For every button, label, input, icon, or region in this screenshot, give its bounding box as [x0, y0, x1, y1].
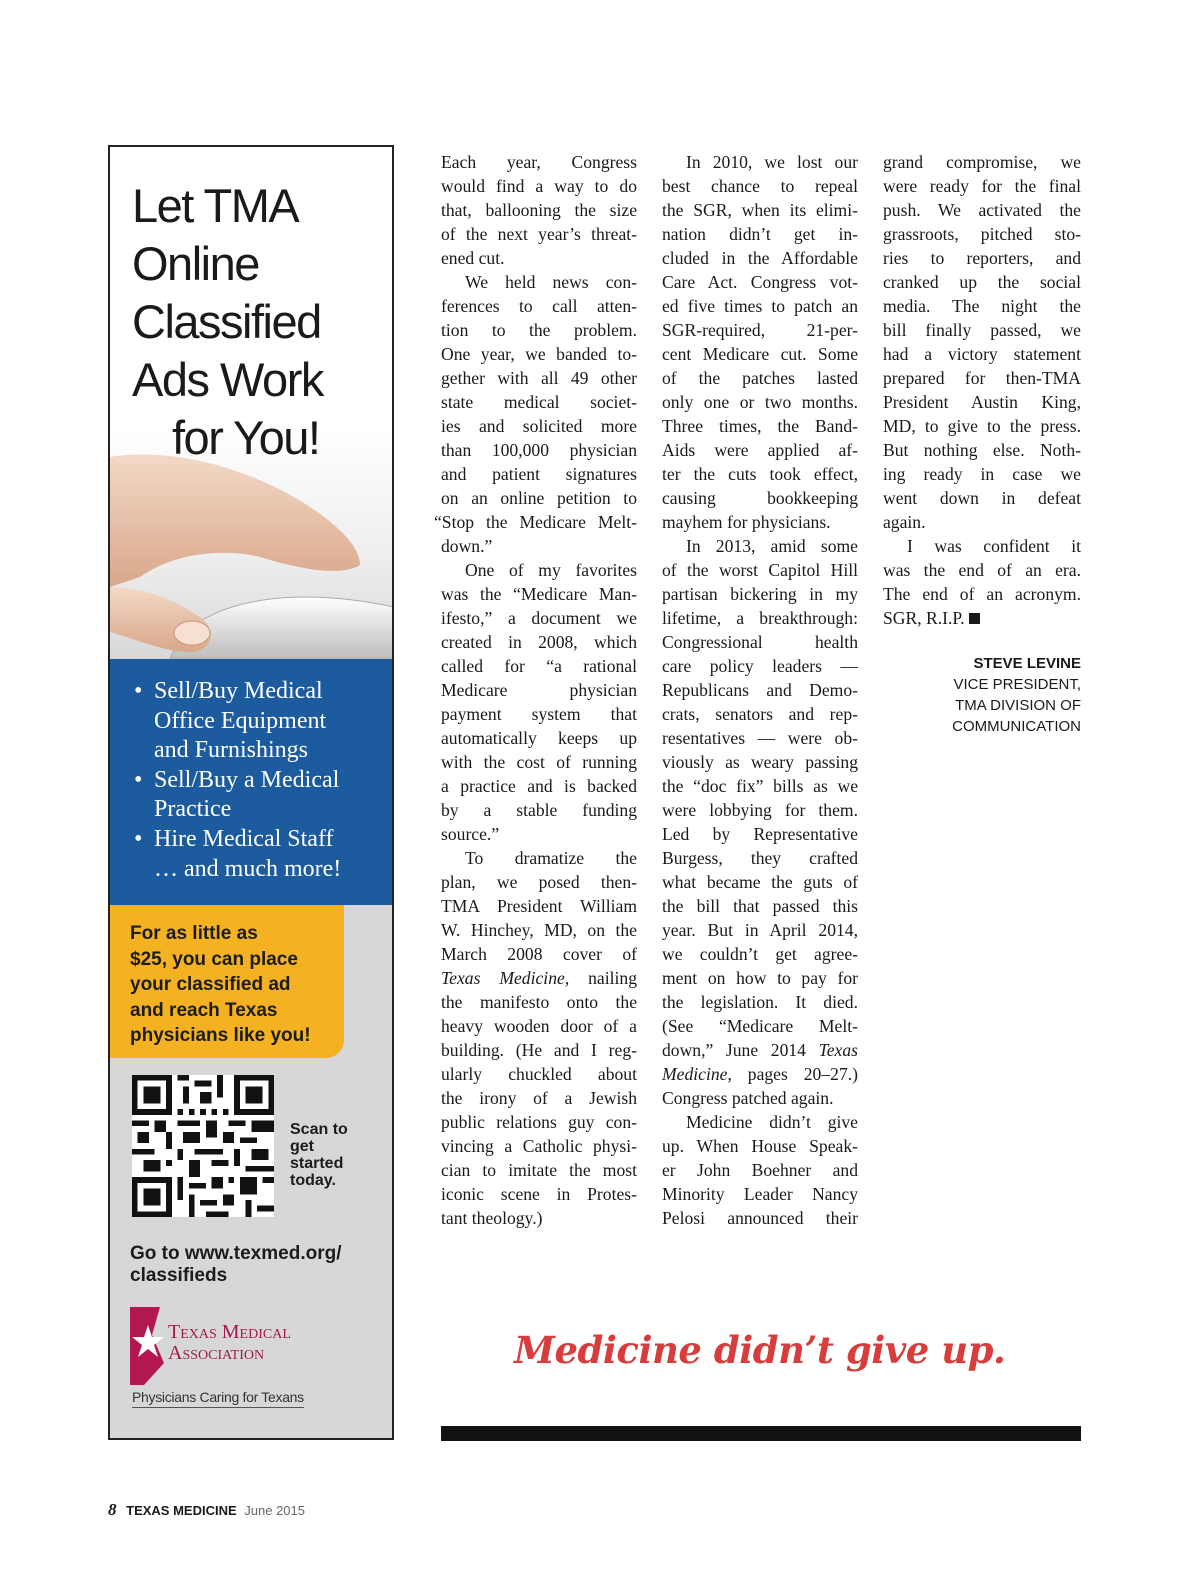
ad-benefits-list: [110, 659, 392, 884]
end-of-article-square-icon: [969, 613, 980, 624]
ad-header-area: [110, 147, 392, 659]
article-line: Medicare physician: [441, 680, 637, 700]
article-line: care policy leaders —: [662, 656, 858, 676]
article-line: the legislation. It died.: [662, 992, 858, 1012]
article-line: up. When House Speak-: [662, 1136, 858, 1156]
article-line: with the cost of running: [441, 752, 637, 772]
article-line: what became the guts of: [662, 872, 858, 892]
ad-benefit-item: • Hire Medical Staff: [134, 825, 392, 855]
article-line: ularly chuckled about: [441, 1064, 637, 1084]
article-line: we couldn’t get agree-: [662, 944, 858, 964]
article-line: Republicans and Demo-: [662, 680, 858, 700]
scan-line: get: [290, 1138, 314, 1155]
article-line: “Stop the Medicare Melt-: [434, 512, 637, 532]
article-line: grassroots, pitched sto-: [883, 224, 1081, 244]
article-line: payment system that: [441, 704, 637, 724]
article-line: ifesto,” a document we: [441, 608, 637, 628]
ad-headline: [132, 177, 382, 467]
classifieds-link-line[interactable]: Go to www.texmed.org/: [130, 1243, 342, 1264]
article-line: had a victory statement: [883, 344, 1081, 364]
article-line: were lobbying for them.: [662, 800, 858, 820]
ad-price-line: physicians like you!: [130, 1025, 311, 1046]
issue-date: June 2015: [244, 1503, 305, 1518]
article-line: cluded in the Affordable: [662, 248, 858, 268]
ad-price-text: [110, 905, 344, 1049]
ad-price-callout: [110, 905, 344, 1058]
article-line: W. Hinchey, MD, on the: [441, 920, 637, 940]
article-line: SGR, R.I.P.: [883, 606, 1081, 630]
article-line: only one or two months.: [662, 392, 858, 412]
ad-benefit-item: Practice: [154, 796, 232, 823]
article-column-1: [434, 150, 637, 1230]
article-line: crats, senators and rep-: [662, 704, 858, 724]
article-line: Minority Leader Nancy: [662, 1184, 858, 1204]
article-line: March 2008 cover of: [441, 944, 637, 964]
article-line: Three times, the Band-: [662, 416, 858, 436]
ad-benefit-item: • Sell/Buy a Medical: [134, 766, 392, 796]
article-line: of the patches lasted: [662, 368, 858, 388]
pull-quote: Medicine didn’t give up.: [514, 1328, 1006, 1372]
tma-name-line: Association: [168, 1342, 265, 1364]
article-line: building. (He and I reg-: [441, 1040, 637, 1060]
article-line: than 100,000 physician: [441, 440, 637, 460]
article-line: would find a way to do: [441, 176, 637, 196]
article-line: the irony of a Jewish: [441, 1088, 637, 1108]
article-line: Pelosi announced their: [662, 1208, 858, 1228]
article-line: Burgess, they crafted: [662, 848, 858, 868]
article-line: ened cut.: [441, 248, 505, 268]
article-line: state medical societ-: [441, 392, 637, 412]
article-line: To dramatize the: [465, 848, 637, 868]
ad-benefits-panel: [110, 659, 392, 905]
hand-on-mouse-image: [110, 437, 394, 659]
article-line: prepared for then-TMA: [883, 368, 1081, 388]
article-line: iconic scene in Protes-: [441, 1184, 637, 1204]
article-line: again.: [883, 512, 926, 532]
article-line: ies and solicited more: [441, 416, 637, 436]
article-line: er John Boehner and: [662, 1160, 858, 1180]
ad-headline-line: Ads Work: [132, 353, 323, 406]
article-line: One year, we banded to-: [441, 344, 637, 364]
article-line: ed five times to patch an: [662, 296, 858, 316]
page-footer: [108, 1500, 305, 1520]
article-line: tion to the problem.: [441, 320, 637, 340]
article-line: viously as weary passing: [662, 752, 858, 772]
article-line: called for “a rational: [441, 656, 637, 676]
article-line: the manifesto onto the: [441, 992, 637, 1012]
ad-price-line: and reach Texas: [130, 999, 278, 1021]
ad-headline-line: for You!: [172, 411, 320, 464]
article-line: the SGR, when its elimi-: [662, 200, 858, 220]
article-line: ment on how to pay for: [662, 968, 858, 988]
article-line: were ready for the final: [883, 176, 1081, 196]
article-line: and patient signatures: [441, 464, 637, 484]
article-line: In 2013, amid some: [686, 536, 858, 556]
ad-headline-line: Classified: [132, 295, 321, 348]
ad-price-line: For as little as: [130, 923, 258, 944]
article-line: down.”: [441, 536, 493, 556]
article-line: MD, to give to the press.: [883, 416, 1081, 436]
article-line: source.”: [441, 824, 500, 844]
article-line: (See “Medicare Melt-: [662, 1016, 858, 1036]
author-title-line: COMMUNICATION: [952, 718, 1081, 735]
tma-tagline: Physicians Caring for Texans: [132, 1387, 304, 1408]
article-line: SGR-required, 21-per-: [662, 320, 858, 340]
article-line: Led by Representative: [662, 824, 858, 844]
article-line: ing ready in case we: [883, 464, 1081, 484]
author-byline: [952, 653, 1081, 737]
article-line: of the next year’s threat-: [441, 224, 637, 244]
qr-code[interactable]: [132, 1075, 274, 1217]
article-line: ter the cuts took effect,: [662, 464, 858, 484]
scan-line: today.: [290, 1172, 336, 1189]
article-line: One of my favorites: [465, 560, 637, 580]
author-name: STEVE LEVINE: [973, 655, 1081, 672]
article-line: went down in defeat: [883, 488, 1081, 508]
article-line: resentatives — were ob-: [662, 728, 858, 748]
article-line: TMA President William: [441, 896, 637, 916]
ad-price-line: $25, you can place: [130, 948, 298, 970]
article-line: I was confident it: [907, 536, 1081, 556]
tma-name-line: Texas Medical: [168, 1321, 291, 1343]
article-line: the “doc fix” bills as we: [662, 776, 858, 796]
article-line: was the “Medicare Man-: [441, 584, 637, 604]
article-line: that, ballooning the size: [441, 200, 637, 220]
scan-line: started: [290, 1155, 344, 1172]
article-line: by a stable funding: [441, 800, 637, 820]
article-line: push. We activated the: [883, 200, 1081, 220]
article-line: was the end of an era.: [883, 560, 1081, 580]
article-line: Medicine didn’t give: [686, 1112, 858, 1132]
article-line: But nothing else. Noth-: [883, 440, 1081, 460]
article-line: lifetime, a breakthrough:: [662, 608, 858, 628]
author-title-line: TMA DIVISION OF: [955, 697, 1081, 714]
article-line: Medicine, pages 20–27.): [662, 1064, 858, 1084]
author-title-line: VICE PRESIDENT,: [953, 676, 1081, 693]
article-line: gether with all 49 other: [441, 368, 637, 388]
article-line: the bill that passed this: [662, 896, 858, 916]
article-line: grand compromise, we: [883, 152, 1081, 172]
article-line: heavy wooden door of a: [441, 1016, 637, 1036]
scan-line: Scan to: [290, 1121, 348, 1138]
ad-benefit-item: • Sell/Buy Medical: [134, 677, 392, 707]
article-line: We held news con-: [465, 272, 637, 292]
article-line: ferences to call atten-: [441, 296, 637, 316]
article-line: partisan bickering in my: [662, 584, 858, 604]
article-column-3: [883, 150, 1081, 630]
classifieds-link-line[interactable]: classifieds: [130, 1265, 228, 1286]
article-line: nation didn’t get in-: [662, 224, 858, 244]
classified-ad: [108, 145, 394, 1440]
ad-price-line: your classified ad: [130, 974, 291, 995]
article-column-2: [662, 150, 858, 1230]
article-line: down,” June 2014 Texas: [662, 1040, 858, 1060]
article-line: ries to reporters, and: [883, 248, 1081, 268]
article-line: created in 2008, which: [441, 632, 637, 652]
ad-benefit-item: Office Equipment: [154, 707, 327, 734]
article-line: The end of an acronym.: [883, 584, 1081, 604]
article-line: tant theology.): [441, 1208, 543, 1228]
article-line: bill finally passed, we: [883, 320, 1081, 340]
article-line: cian to imitate the most: [441, 1160, 637, 1180]
ad-benefit-item: … and much more!: [154, 855, 342, 882]
magazine-name: TEXAS MEDICINE: [126, 1503, 237, 1518]
article-line: on an online petition to: [441, 488, 637, 508]
article-line: cranked up the social: [883, 272, 1081, 292]
article-line: Congress patched again.: [662, 1088, 834, 1108]
scan-instructions: [290, 1121, 380, 1189]
article-line: Congressional health: [662, 632, 858, 652]
article-line: vincing a Catholic physi-: [441, 1136, 637, 1156]
article-line: In 2010, we lost our: [686, 152, 858, 172]
article-line: a practice and is backed: [441, 776, 637, 796]
article-line: Each year, Congress: [441, 152, 637, 172]
article-line: Texas Medicine, nailing: [441, 968, 637, 988]
article-line: automatically keeps up: [441, 728, 637, 748]
ad-headline-line: Let TMA: [132, 179, 299, 232]
article-line: year. But in April 2014,: [662, 920, 858, 940]
ad-headline-line: Online: [132, 237, 259, 290]
page-number: 8: [108, 1500, 117, 1519]
ad-benefit-item: and Furnishings: [154, 737, 309, 764]
black-divider-bar: [441, 1426, 1081, 1441]
article-line: Aids were applied af-: [662, 440, 858, 460]
article-line: media. The night the: [883, 296, 1081, 316]
article-line: causing bookkeeping: [662, 488, 858, 508]
article-line: plan, we posed then-: [441, 872, 637, 892]
article-line: President Austin King,: [883, 392, 1081, 412]
article-line: best chance to repeal: [662, 176, 858, 196]
article-line: of the worst Capitol Hill: [662, 560, 858, 580]
article-line: public relations guy con-: [441, 1112, 637, 1132]
classifieds-link[interactable]: [130, 1243, 390, 1287]
article-line: cent Medicare cut. Some: [662, 344, 858, 364]
article-line: Care Act. Congress vot-: [662, 272, 858, 292]
article-line: mayhem for physicians.: [662, 512, 831, 532]
tma-name: [168, 1322, 291, 1364]
